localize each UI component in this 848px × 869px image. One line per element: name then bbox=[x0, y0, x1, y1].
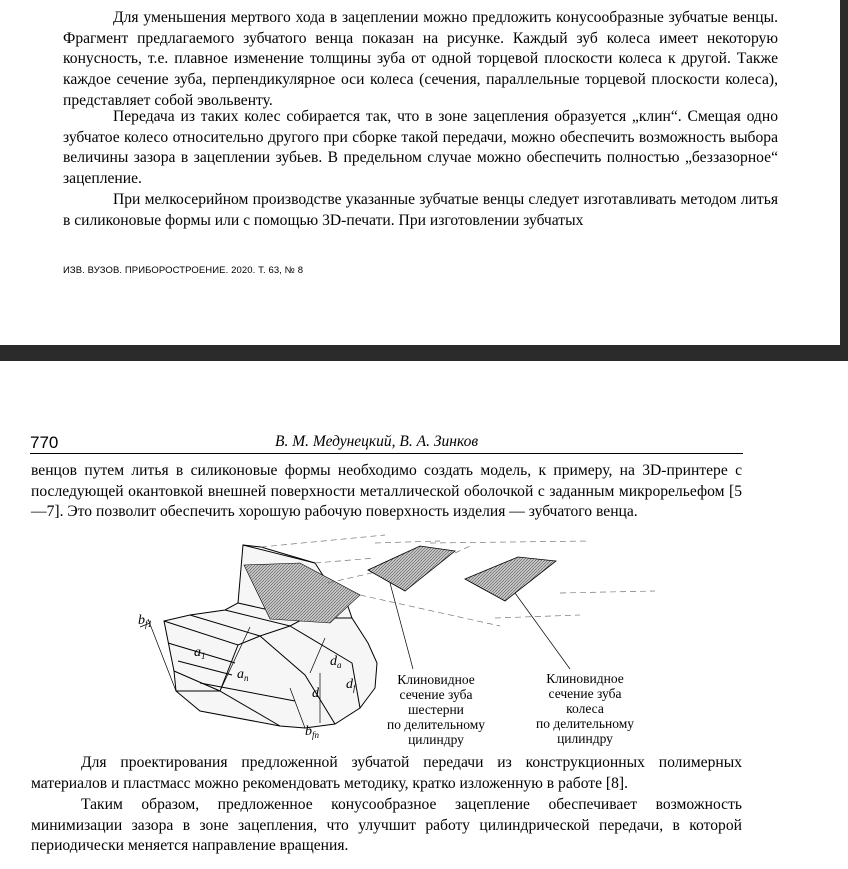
caption-pinion bbox=[387, 672, 485, 747]
label-bfn: $b_{fn}$ bbox=[305, 724, 320, 740]
svg-text:цилиндру: цилиндру bbox=[408, 732, 464, 747]
label-da: $d_a$ bbox=[330, 654, 342, 670]
label-a1: $a_1$ bbox=[194, 645, 206, 661]
label-df: $d_f$ bbox=[346, 677, 356, 693]
wheel-wedge-section bbox=[465, 557, 556, 601]
page-gap-right bbox=[840, 0, 848, 345]
svg-text:колеса: колеса bbox=[566, 701, 604, 716]
label-bf1: $b_{f1}$ bbox=[138, 613, 153, 629]
svg-text:шестерни: шестерни bbox=[408, 702, 464, 717]
journal-footer: ИЗВ. ВУЗОВ. ПРИБОРОСТРОЕНИЕ. 2020. Т. 63, № 8 bbox=[63, 265, 304, 276]
paragraph-continued: венцов путем литья в силиконовые формы необходимо создать модель, к примеру, на 3D-принтере с последующей окантовкой внешней поверхности металлической оболочкой с заданным микрорельефом [5—7]. Это позволит обеспечить хорошую рабочую поверхность изделия — зубчатого венца. bbox=[31, 462, 742, 521]
running-head: В. М. Медунецкий, В. А. Зинков bbox=[275, 433, 479, 450]
caption-wheel bbox=[536, 671, 634, 746]
svg-text:цилиндру: цилиндру bbox=[557, 731, 613, 746]
paragraph-3: При мелкосерийном производстве указанные зубчатые венцы следует изготавливать методом литья в силиконовые формы или с помощью 3D-печати. При изготовлении зубчатых bbox=[63, 191, 778, 229]
paragraph-methodology: Для проектирования предложенной зубчатой передачи из конструкционных полимерных материалов и пластмасс можно рекомендовать методику, кратко изложенную в работе [8]. bbox=[31, 754, 742, 792]
svg-text:по делительному: по делительному bbox=[536, 716, 634, 731]
gear-tooth-drawing bbox=[120, 523, 660, 755]
label-d: d bbox=[312, 686, 319, 701]
paragraph-1: Для уменьшения мертвого хода в зацеплении можно предложить конусообразные зубчатые венцы. Фрагмент предлагаемого зубчатого венца показан на рисунке. Каждый зуб колеса имеет некоторую конусность, т.е. плавное изменение толщины зуба от одной торцевой плоскости колеса к другой. Также каждое сечение зуба, перпендикулярное оси колеса (сечения, параллельные торцевой плоскости колеса), представляет собой эвольвенту. bbox=[63, 9, 778, 109]
page-1 bbox=[0, 0, 840, 345]
leader-lines bbox=[390, 583, 570, 669]
page-gap bbox=[0, 345, 848, 361]
label-an: $a_n$ bbox=[237, 667, 249, 683]
header-rule bbox=[30, 453, 743, 454]
svg-text:по делительному: по делительному bbox=[387, 717, 485, 732]
page-number: 770 bbox=[30, 433, 59, 452]
paragraph-conclusion: Таким образом, предложенное конусообразное зацепление обеспечивает возможность минимизации зазора в зоне зацепления, что улучшит работу цилиндрической передачи, в которой периодически меняется направление вращения. bbox=[31, 796, 742, 855]
svg-text:сечение зуба: сечение зуба bbox=[548, 686, 622, 701]
gear-tooth-figure bbox=[120, 523, 660, 755]
pinion-wedge-section bbox=[368, 546, 455, 591]
svg-text:Клиновидное: Клиновидное bbox=[397, 672, 475, 687]
svg-text:сечение зуба: сечение зуба bbox=[399, 687, 473, 702]
svg-text:Клиновидное: Клиновидное bbox=[546, 671, 624, 686]
paragraph-2: Передача из таких колес собирается так, что в зоне зацепления образуется „клин“. Смещая одно зубчатое колесо относительно другого при сборке такой передачи, можно обеспечить возможность выбора величины зазора в зацеплении зубьев. В предельном случае можно обеспечить полностью „беззазорное“ зацепление. bbox=[63, 108, 778, 188]
